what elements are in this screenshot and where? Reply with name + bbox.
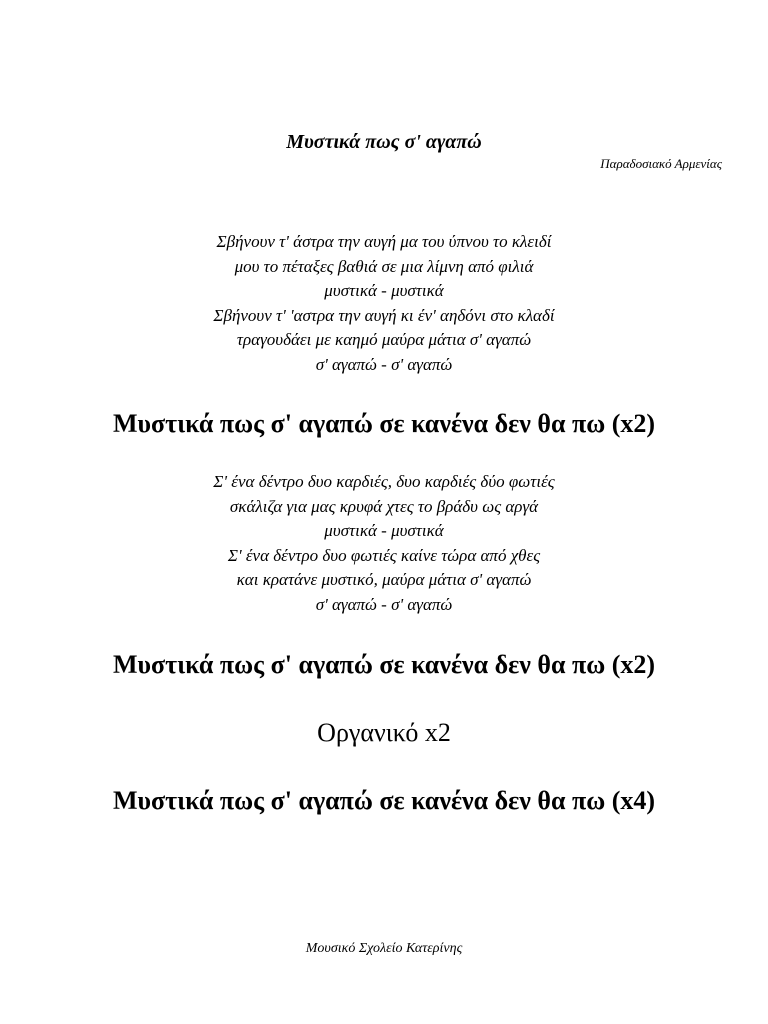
verse-line: Σ' ένα δέντρο δυο καρδιές, δυο καρδιές δύο φωτιές (213, 472, 555, 491)
verse-line: τραγουδάει με καημό μαύρα μάτια σ' αγαπώ (236, 330, 532, 349)
verse-line: Σ' ένα δέντρο δυο φωτιές καίνε τώρα από χθες (227, 545, 541, 565)
verse-line: και κρατάνε μυστικό, μαύρα μάτια σ' αγαπώ (236, 570, 532, 589)
song-origin: Παραδοσιακό Αρμενίας (600, 156, 722, 171)
verse-line: σκάλιζα για μας κρυφά χτες το βράδυ ως αργά (229, 496, 539, 516)
verse-line: μυστικά - μυστικά (324, 521, 444, 540)
verse-line: Σβήνουν τ' άστρα την αυγή μα του ύπνου το κλειδί (216, 232, 552, 251)
chorus-2: Μυστικά πως σ' αγαπώ σε κανένα δεν θα πω (x2) (112, 650, 656, 679)
verse-line: Σβήνουν τ' 'αστρα την αυγή κι έν' αηδόνι στο κλαδί (213, 305, 555, 325)
verse-line: μυστικά - μυστικά (324, 281, 444, 300)
instrumental-note: Οργανικό x2 (317, 718, 451, 747)
song-title: Μυστικά πως σ' αγαπώ (286, 131, 482, 153)
verse-1 (0, 230, 768, 377)
chorus-1: Μυστικά πως σ' αγαπώ σε κανένα δεν θα πω (x2) (112, 409, 656, 438)
footer-school: Μουσικό Σχολείο Κατερίνης (305, 941, 463, 956)
verse-line: μου το πέταξες βαθιά σε μια λίμνη από φιλιά (234, 256, 534, 276)
verse-line: σ' αγαπώ - σ' αγαπώ (315, 354, 453, 374)
chorus-3: Μυστικά πως σ' αγαπώ σε κανένα δεν θα πω (x4) (112, 786, 656, 815)
verse-line: σ' αγαπώ - σ' αγαπώ (315, 594, 453, 614)
verse-2 (0, 470, 768, 617)
